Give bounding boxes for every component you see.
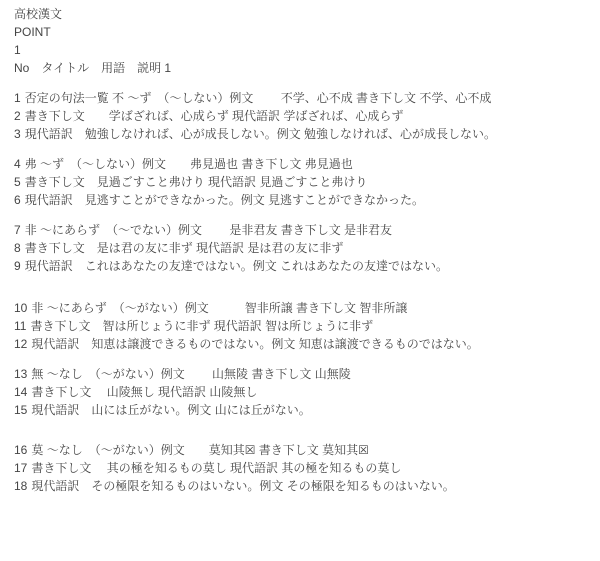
row-text: 現代語訳 勉強しなければ、心が成長しない。例文 勉強しなければ、心が成長しない。 bbox=[24, 127, 497, 141]
row-text: 非 〜にあらず （〜がない）例文 智非所譲 書き下し文 智非所譲 bbox=[31, 301, 408, 315]
row-number: 11 bbox=[14, 319, 27, 333]
page-title: 高校漢文 bbox=[14, 7, 63, 21]
row-number: 2 bbox=[14, 109, 21, 123]
table-row bbox=[14, 383, 590, 401]
table-row bbox=[14, 107, 590, 125]
table-row bbox=[14, 125, 590, 143]
row-text: 莫 〜なし （〜がない）例文 莫知其☒ 書き下し文 莫知其☒ bbox=[31, 443, 369, 457]
row-number: 7 bbox=[14, 223, 21, 237]
table-row bbox=[14, 257, 590, 275]
row-number: 9 bbox=[14, 259, 21, 273]
point-label: POINT bbox=[14, 25, 51, 39]
table-row bbox=[14, 239, 590, 257]
table-row bbox=[14, 365, 590, 383]
row-number: 12 bbox=[14, 337, 28, 351]
row-number: 1 bbox=[14, 91, 21, 105]
row-text: 現代語訳 山には丘がない。例文 山には丘がない。 bbox=[31, 403, 311, 417]
row-text: 現代語訳 その極限を知るものはいない。例文 その極限を知るものはいない。 bbox=[31, 479, 455, 493]
negation-block-baku bbox=[14, 441, 590, 495]
row-text: 書き下し文 山陵無し 現代語訳 山陵無し bbox=[31, 385, 258, 399]
table-row bbox=[14, 335, 590, 353]
row-text: 弗 〜ず （〜しない）例文 弗見過也 書き下し文 弗見過也 bbox=[24, 157, 353, 171]
row-text: 書き下し文 学ばざれば、心成らず 現代語訳 学ばざれば、心成らず bbox=[24, 109, 404, 123]
row-number: 18 bbox=[14, 479, 28, 493]
table-row bbox=[14, 89, 590, 107]
column-header: No タイトル 用語 説明 1 bbox=[14, 61, 172, 75]
negation-block-mu bbox=[14, 365, 590, 419]
row-text: 現代語訳 これはあなたの友達ではない。例文 これはあなたの友達ではない。 bbox=[24, 259, 449, 273]
row-number: 16 bbox=[14, 443, 28, 457]
row-number: 10 bbox=[14, 301, 28, 315]
table-row bbox=[14, 155, 590, 173]
negation-block-hi-2 bbox=[14, 299, 590, 353]
row-number: 4 bbox=[14, 157, 21, 171]
row-text: 現代語訳 見逃すことができなかった。例文 見逃すことができなかった。 bbox=[24, 193, 425, 207]
negation-block-hi-1 bbox=[14, 221, 590, 275]
table-row bbox=[14, 477, 590, 495]
row-number: 13 bbox=[14, 367, 28, 381]
row-text: 非 〜にあらず （〜でない）例文 是非君友 書き下し文 是非君友 bbox=[24, 223, 393, 237]
row-text: 書き下し文 是は君の友に非ず 現代語訳 是は君の友に非ず bbox=[24, 241, 344, 255]
negation-block-futsu bbox=[14, 155, 590, 209]
table-row bbox=[14, 401, 590, 419]
row-number: 8 bbox=[14, 241, 21, 255]
row-number: 17 bbox=[14, 461, 28, 475]
row-number: 14 bbox=[14, 385, 28, 399]
row-text: 書き下し文 智は所じょうに非ず 現代語訳 智は所じょうに非ず bbox=[30, 319, 374, 333]
table-row bbox=[14, 317, 590, 335]
point-number: 1 bbox=[14, 43, 21, 57]
row-text: 否定の句法一覧 不 〜ず （〜しない）例文 不学、心不成 書き下し文 不学、心不成 bbox=[24, 91, 492, 105]
table-row bbox=[14, 459, 590, 477]
row-text: 書き下し文 見過ごすこと弗けり 現代語訳 見過ごすこと弗けり bbox=[24, 175, 368, 189]
row-text: 書き下し文 其の極を知るもの莫し 現代語訳 其の極を知るもの莫し bbox=[31, 461, 402, 475]
table-row bbox=[14, 191, 590, 209]
row-number: 5 bbox=[14, 175, 21, 189]
negation-block-fu bbox=[14, 89, 590, 143]
table-row bbox=[14, 173, 590, 191]
row-text: 無 〜なし （〜がない）例文 山無陵 書き下し文 山無陵 bbox=[31, 367, 351, 381]
row-number: 15 bbox=[14, 403, 28, 417]
row-number: 6 bbox=[14, 193, 21, 207]
row-number: 3 bbox=[14, 127, 21, 141]
table-row bbox=[14, 299, 590, 317]
row-text: 現代語訳 知恵は譲渡できるものではない。例文 知恵は譲渡できるものではない。 bbox=[31, 337, 479, 351]
table-row bbox=[14, 221, 590, 239]
table-row bbox=[14, 441, 590, 459]
